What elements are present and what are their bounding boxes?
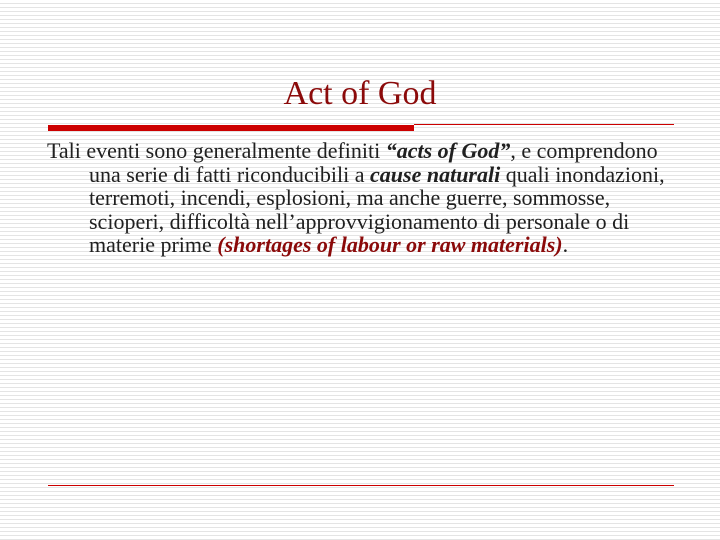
text-segment-4: . [562,232,569,257]
footer-rule [48,485,674,486]
emphasis-acts-of-god: “acts of God” [385,138,511,163]
text-segment-2: , e comprendono una serie di fatti riconducibili a [89,138,658,187]
emphasis-shortages: (shortages of labour or raw materials) [217,232,563,257]
title-underline-thin [414,124,674,125]
paragraph-content [47,139,687,257]
text-segment-3: quali inondazioni, terremoti, incendi, esplosioni, ma anche guerre, sommosse, scioperi, difficoltà nell’approvvigionamento di personale o di materie prime [89,161,665,257]
slide-title: Act of God [283,75,437,112]
emphasis-cause-naturali: cause naturali [370,161,501,187]
body-paragraph [47,139,687,257]
text-segment-1: Tali eventi sono generalmente definiti [47,138,386,163]
title-underline-thick [48,125,414,131]
